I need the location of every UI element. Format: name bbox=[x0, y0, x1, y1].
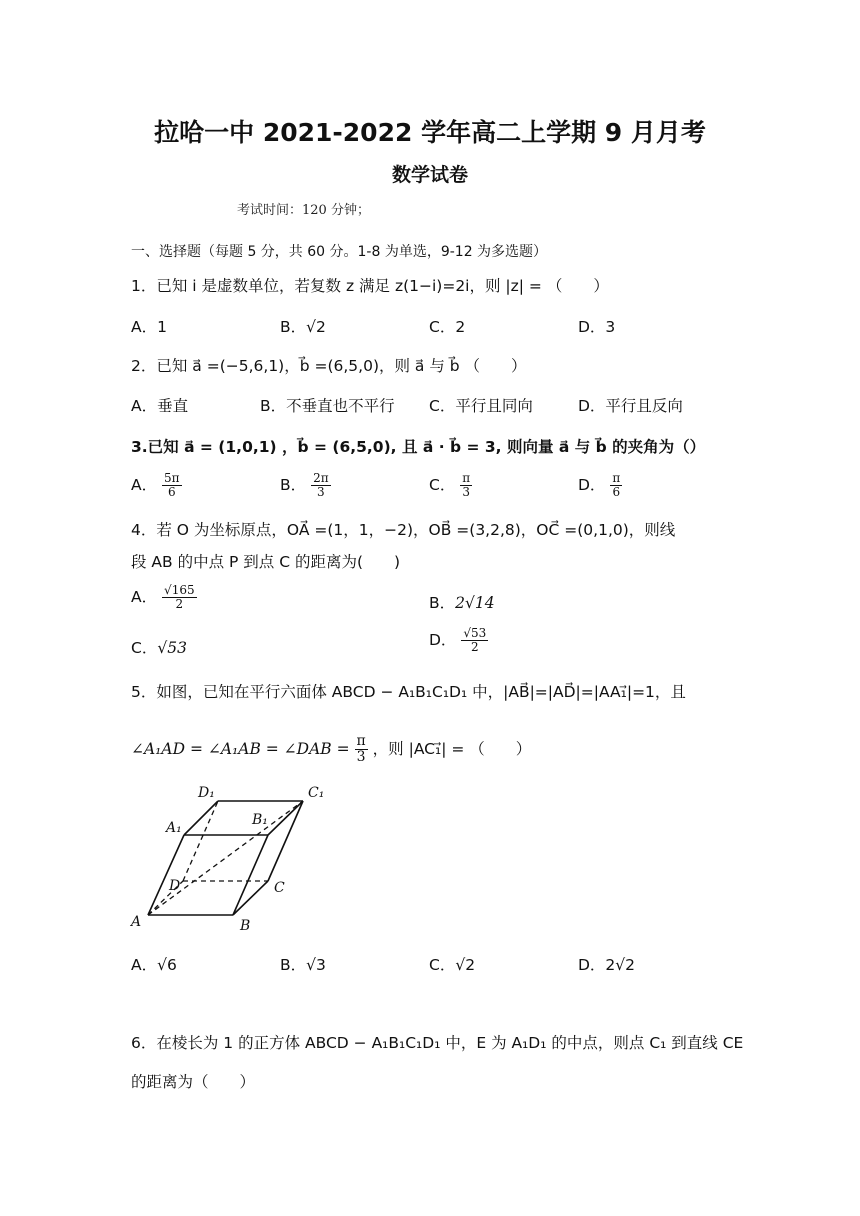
option-letter: B． bbox=[280, 476, 307, 494]
edge-b1c1 bbox=[268, 801, 303, 835]
parallelepiped-figure bbox=[128, 780, 338, 935]
option-letter: A． bbox=[131, 588, 158, 606]
option-letter: C． bbox=[429, 476, 456, 494]
label-b1: B₁ bbox=[252, 812, 268, 828]
label-d1: D₁ bbox=[198, 785, 215, 801]
question-3-stem: 3.已知 a⃗ = (1,0,1) ，b⃗ = (6,5,0), 且 a⃗ · b⃗ = 3, 则向量 a⃗ 与 b⃗ 的夹角为（） bbox=[131, 438, 706, 456]
fraction-denominator: 2 bbox=[175, 597, 184, 611]
question-1-option-d: D．3 bbox=[578, 318, 616, 336]
fraction-denominator: 3 bbox=[317, 485, 325, 499]
question-6-stem-line-1: 6．在棱长为 1 的正方体 ABCD − A₁B₁C₁D₁ 中，E 为 A₁D₁ 的中点，则点 C₁ 到直线 CE bbox=[131, 1034, 744, 1052]
question-1-option-a: A．1 bbox=[131, 318, 167, 336]
option-letter: D． bbox=[578, 476, 606, 494]
fraction bbox=[610, 472, 622, 499]
option-letter: B． bbox=[429, 594, 456, 612]
question-2-option-a: A．垂直 bbox=[131, 397, 189, 415]
edge-aa1 bbox=[148, 835, 184, 915]
question-5-stem-line-1: 5．如图，已知在平行六面体 ABCD − A₁B₁C₁D₁ 中，|AB⃗|=|AD⃗|=|AA₁⃗|=1，且 bbox=[131, 683, 686, 701]
fraction bbox=[461, 627, 488, 654]
option-letter: D． bbox=[429, 631, 457, 649]
hidden-edge-dd1 bbox=[183, 801, 218, 881]
exam-time: 考试时间：120 分钟； bbox=[237, 203, 370, 218]
fraction-denominator: 6 bbox=[167, 485, 176, 499]
question-2-option-d: D．平行且反向 bbox=[578, 397, 683, 415]
edge-bb1 bbox=[233, 835, 268, 915]
fraction-numerator: 5π bbox=[164, 471, 180, 485]
option-letter: C． bbox=[131, 639, 158, 657]
fraction-numerator: π bbox=[462, 471, 471, 485]
label-b: B bbox=[240, 918, 251, 934]
question-3-option-c bbox=[429, 472, 472, 499]
question-4-option-a bbox=[131, 584, 197, 611]
question-3-option-a bbox=[131, 472, 182, 499]
question-2-option-b: B．不垂直也不平行 bbox=[260, 397, 395, 415]
label-d: D bbox=[169, 878, 181, 894]
question-4-option-b bbox=[429, 591, 495, 613]
fraction-denominator: 6 bbox=[612, 485, 621, 499]
question-1-option-c: C．2 bbox=[429, 318, 466, 336]
fraction-denominator: 3 bbox=[462, 485, 471, 499]
diagonal-ac1 bbox=[148, 801, 303, 915]
exam-title: 拉哈一中 2021-2022 学年高二上学期 9 月月考 bbox=[154, 118, 706, 147]
fraction-numerator: π bbox=[612, 471, 621, 485]
edge-a1d1 bbox=[184, 801, 218, 835]
fraction-numerator: √53 bbox=[463, 626, 487, 640]
question-4-stem-line-2: 段 AB 的中点 P 到点 C 的距离为( ) bbox=[131, 553, 401, 571]
label-a1: A₁ bbox=[166, 820, 182, 836]
question-5-option-b: B．√3 bbox=[280, 956, 326, 974]
fraction-denominator: 2 bbox=[471, 640, 479, 654]
fraction-numerator: π bbox=[356, 733, 366, 749]
edge-cc1 bbox=[268, 801, 303, 881]
edge-bc bbox=[233, 881, 268, 915]
exam-subtitle: 数学试卷 bbox=[391, 164, 468, 186]
section-heading: 一、选择题（每题 5 分，共 60 分。1-8 为单选，9-12 为多选题） bbox=[131, 244, 548, 260]
question-2-option-c: C．平行且同向 bbox=[429, 397, 533, 415]
stem-tail: ，则 |AC₁⃗| = （ ） bbox=[372, 740, 532, 758]
label-a: A bbox=[131, 914, 142, 930]
question-3-option-b bbox=[280, 472, 331, 499]
option-value: √53 bbox=[157, 639, 187, 657]
question-5-stem-line-2 bbox=[131, 734, 531, 765]
question-5-option-d: D．2√2 bbox=[578, 956, 636, 974]
angle-equation: ∠A₁AD = ∠A₁AB = ∠DAB = bbox=[131, 740, 350, 758]
question-1-option-b: B．√2 bbox=[280, 318, 326, 336]
question-4-stem-line-1: 4．若 O 为坐标原点，OA⃗ =(1，1，−2)，OB⃗ =(3,2,8)，OC⃗ =(0,1,0)，则线 bbox=[131, 521, 676, 539]
option-letter: A． bbox=[131, 476, 158, 494]
fraction-numerator: 2π bbox=[313, 471, 329, 485]
question-5-option-c: C．√2 bbox=[429, 956, 476, 974]
question-4-option-d bbox=[429, 627, 488, 654]
fraction bbox=[162, 472, 182, 499]
question-5-option-a: A．√6 bbox=[131, 956, 177, 974]
label-c1: C₁ bbox=[308, 785, 325, 801]
question-6-stem-line-2: 的距离为（ ） bbox=[131, 1073, 256, 1091]
option-value: 2√14 bbox=[455, 594, 495, 612]
question-3-option-d bbox=[578, 472, 622, 499]
question-4-option-c bbox=[131, 636, 187, 658]
fraction bbox=[311, 472, 331, 499]
label-c: C bbox=[274, 880, 285, 896]
fraction-numerator: √165 bbox=[164, 583, 195, 597]
question-2-stem: 2．已知 a⃗ =(−5,6,1)，b⃗ =(6,5,0)，则 a⃗ 与 b⃗ （ ） bbox=[131, 357, 527, 375]
question-1-stem: 1．已知 i 是虚数单位，若复数 z 满足 z(1−i)=2i，则 |z| = （ ） bbox=[131, 277, 609, 295]
fraction bbox=[355, 734, 368, 765]
fraction bbox=[162, 584, 197, 611]
fraction bbox=[460, 472, 472, 499]
fraction-denominator: 3 bbox=[356, 749, 366, 765]
